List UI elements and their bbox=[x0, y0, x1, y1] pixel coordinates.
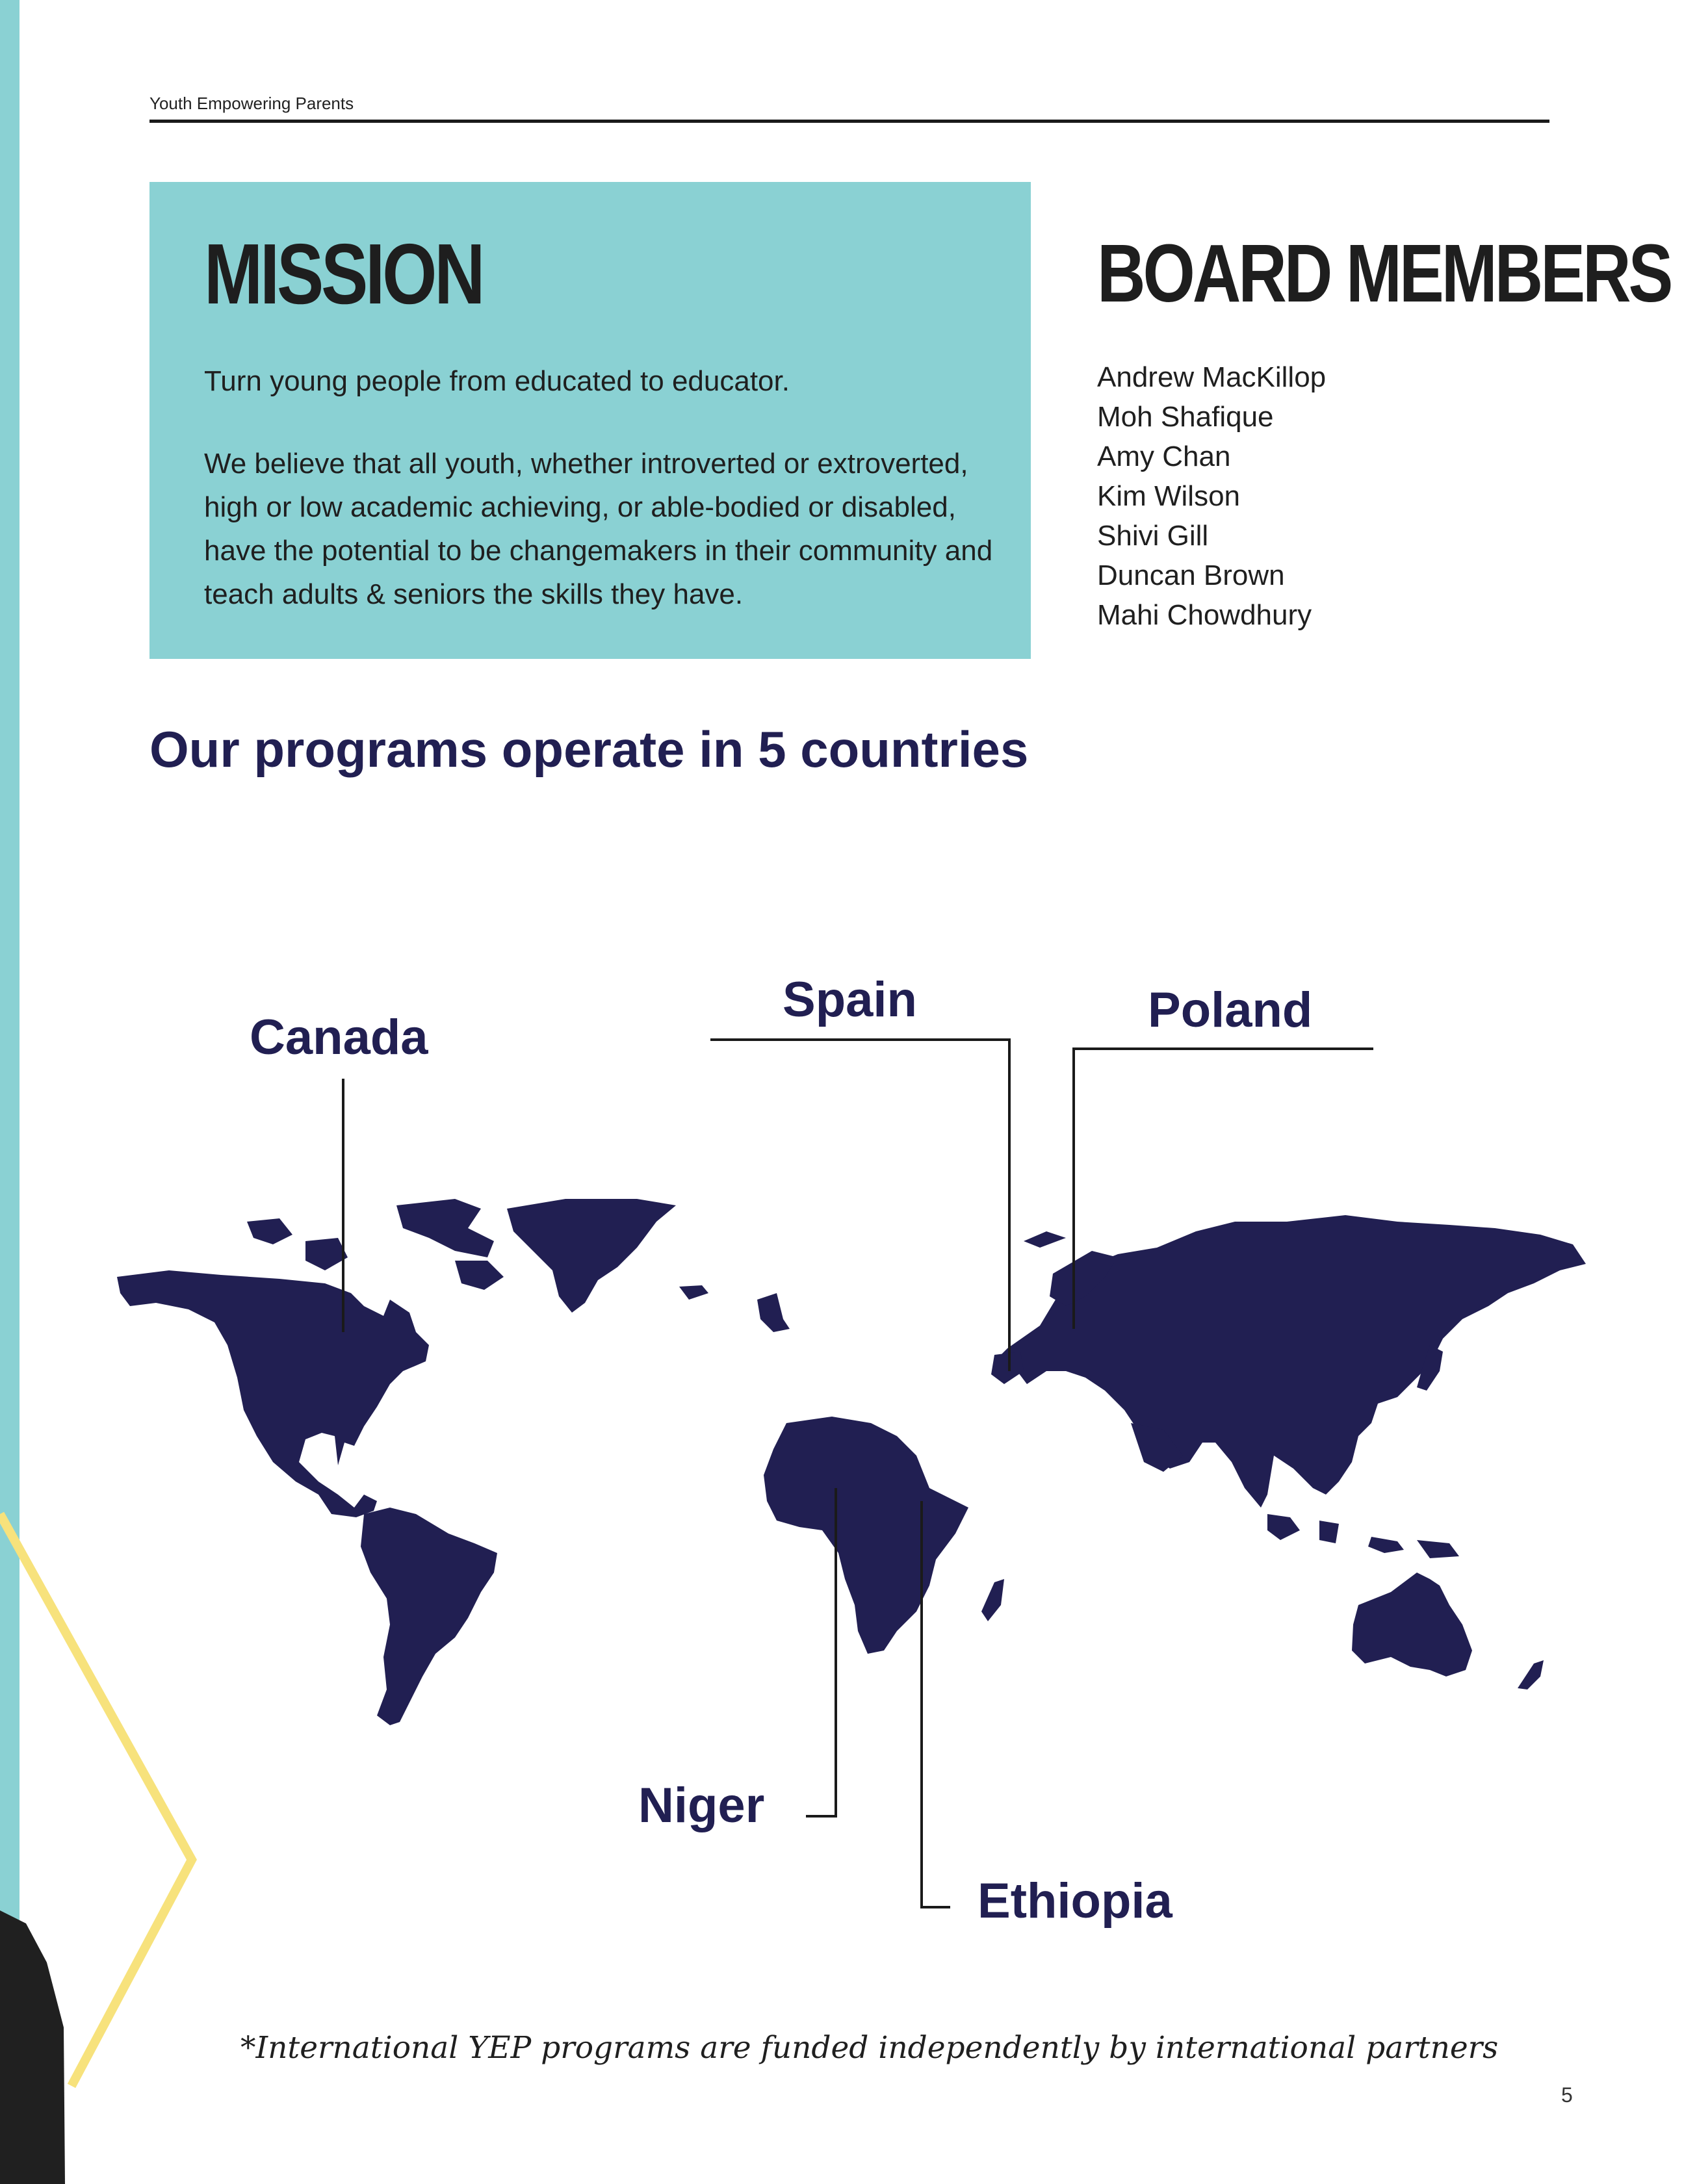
mission-lead: Turn young people from educated to educator. bbox=[204, 365, 790, 397]
publication-name: Youth Empowering Parents bbox=[149, 94, 354, 113]
landmass-iberia bbox=[991, 1352, 1024, 1384]
programs-heading: Our programs operate in 5 countries bbox=[149, 721, 1029, 778]
landmass-southeast-asia bbox=[1267, 1514, 1300, 1540]
landmass-north-america bbox=[117, 1270, 429, 1517]
board-member: Shivi Gill bbox=[1097, 520, 1209, 552]
landmass-madagascar bbox=[981, 1579, 1004, 1621]
board-member: Kim Wilson bbox=[1097, 480, 1241, 512]
board-member: Duncan Brown bbox=[1097, 559, 1285, 591]
country-label-niger: Niger bbox=[638, 1778, 765, 1833]
landmass-arctic-islands bbox=[396, 1199, 494, 1257]
board-member: Moh Shafique bbox=[1097, 401, 1274, 433]
landmass-british-isles bbox=[757, 1293, 790, 1332]
country-label-poland: Poland bbox=[1148, 983, 1313, 1038]
landmass-greenland bbox=[507, 1199, 676, 1313]
landmass-new-zealand bbox=[1518, 1660, 1544, 1689]
board-members-title: BOARD MEMBERS bbox=[1097, 227, 1671, 319]
country-label-ethiopia: Ethiopia bbox=[978, 1873, 1172, 1929]
spain-leader-line bbox=[710, 1040, 1009, 1371]
funding-footnote: *International YEP programs are funded independently by international partners bbox=[240, 2030, 1499, 2066]
country-label-spain: Spain bbox=[783, 972, 917, 1027]
landmass-iceland bbox=[679, 1285, 708, 1300]
board-member: Mahi Chowdhury bbox=[1097, 599, 1312, 631]
mission-statement: We believe that all youth, whether introverted or extroverted, high or low academic achieving, or able-bodied or disabled, have the potential to be changemakers in their community and teach adults & seniors the skills they have. bbox=[204, 448, 993, 610]
landmass-south-america bbox=[361, 1508, 497, 1725]
board-member: Andrew MacKillop bbox=[1097, 361, 1327, 393]
mission-title: MISSION bbox=[204, 226, 483, 322]
landmass-australia bbox=[1352, 1573, 1472, 1677]
landmass-africa bbox=[764, 1417, 968, 1654]
page-number: 5 bbox=[1561, 2083, 1573, 2107]
country-label-canada: Canada bbox=[250, 1010, 428, 1065]
board-member: Amy Chan bbox=[1097, 441, 1231, 472]
